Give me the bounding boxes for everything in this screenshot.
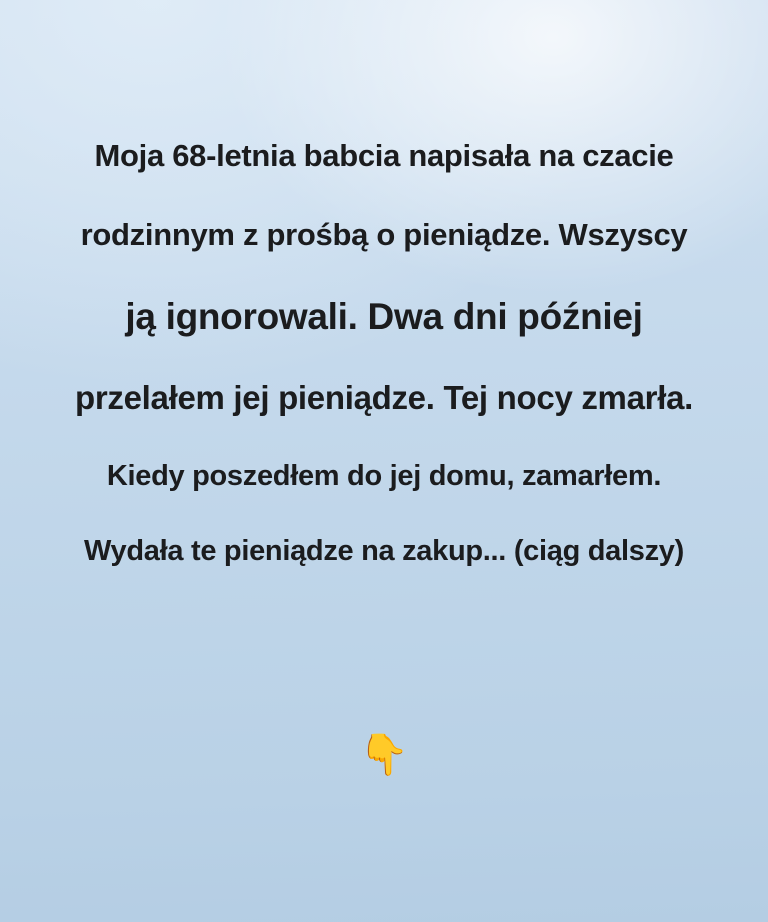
backhand-index-pointing-down-icon: 👇 (359, 733, 409, 777)
post-text-line-6: Wydała te pieniądze na zakup... (ciąg dalszy) (84, 535, 684, 567)
post-text-line-3: ją ignorowali. Dwa dni później (125, 296, 643, 337)
post-text (0, 140, 768, 566)
post-text-line-5: Kiedy poszedłem do jej domu, zamarłem. (106, 460, 662, 492)
post-text-line-1: Moja 68-letnia babcia napisała na czacie (94, 138, 674, 173)
post-text-line-4: przelałem jej pieniądze. Tej nocy zmarła. (75, 379, 693, 416)
post-text-line-2: rodzinnym z prośbą o pieniądze. Wszyscy (80, 217, 688, 252)
